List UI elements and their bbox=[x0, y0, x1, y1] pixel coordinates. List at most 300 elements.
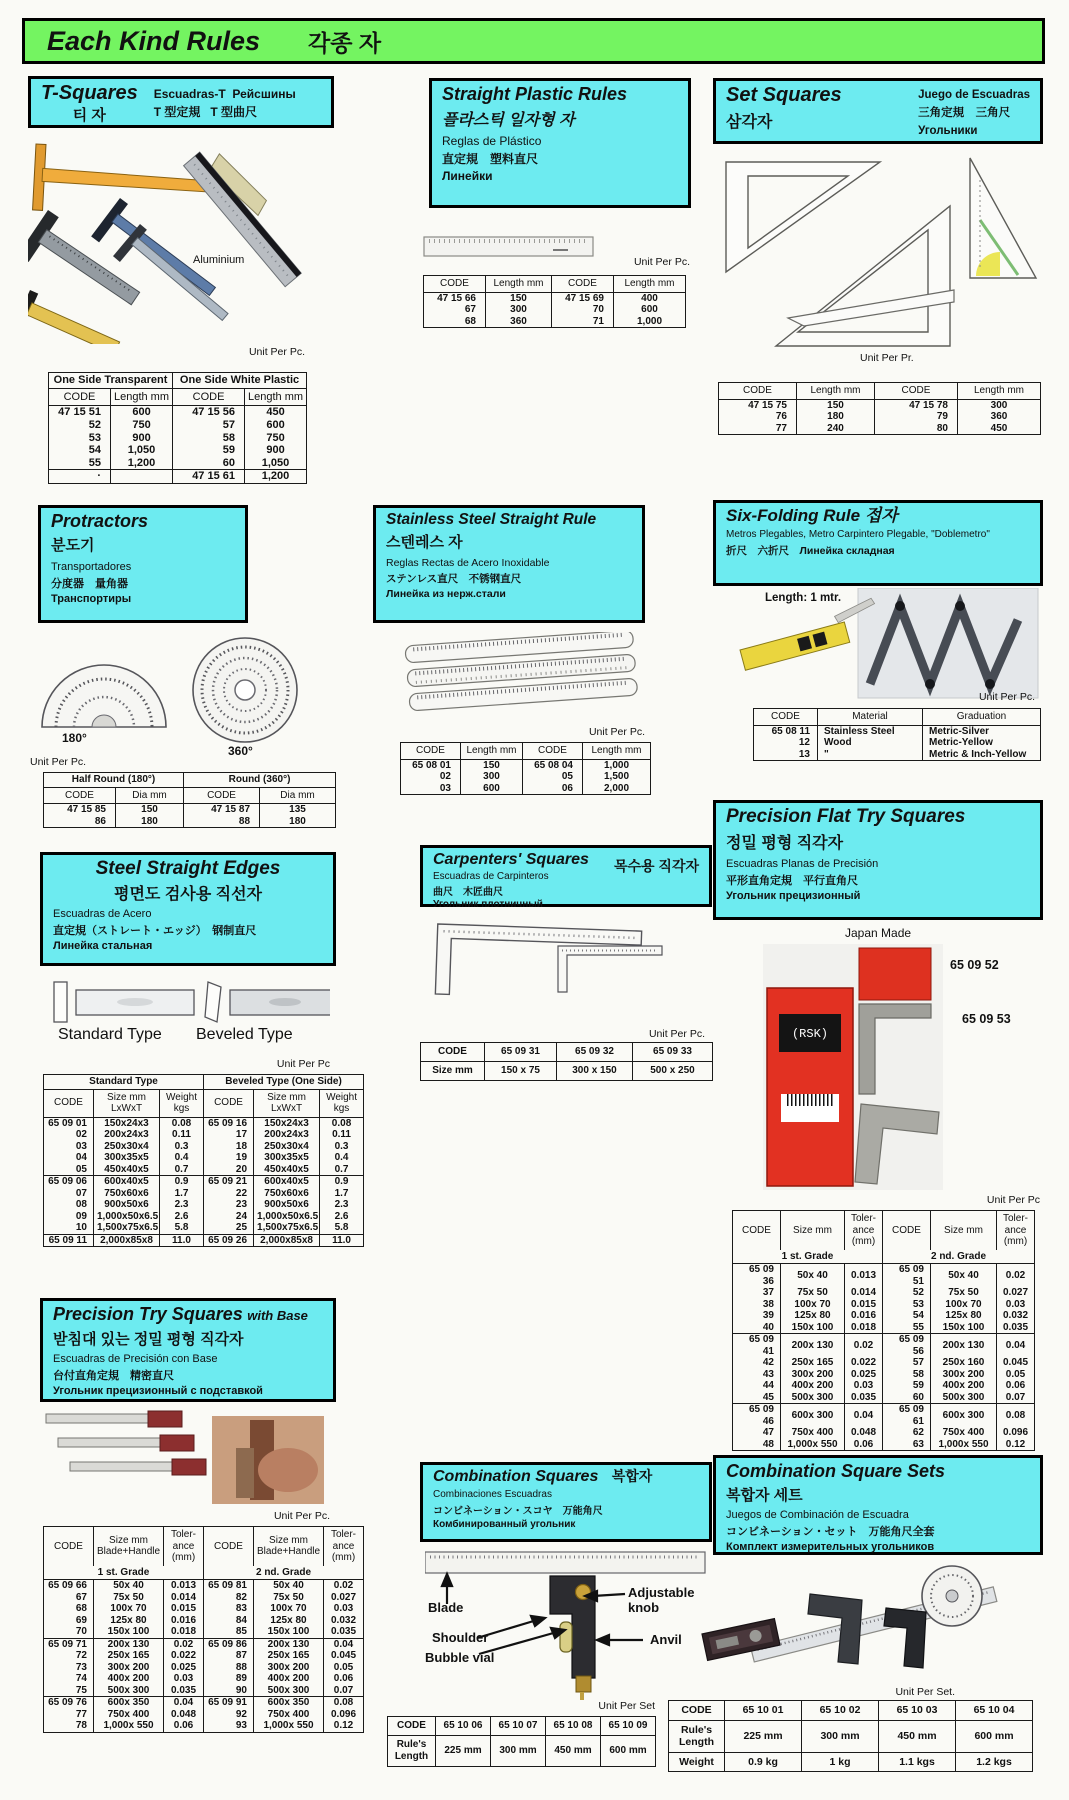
table-cell: 0.03 bbox=[845, 1380, 883, 1392]
steel-edges-title-ja-zh: 直定規（ストレート・エッジ） 钢制直尺 bbox=[53, 924, 257, 937]
combination-sets-title-ja-zh: コンビネーション・セット 万能角尺全套 bbox=[726, 1525, 935, 1538]
column-header: Size mm bbox=[781, 1211, 845, 1250]
table-cell: 600 mm bbox=[601, 1736, 656, 1767]
protractors-header-box bbox=[38, 505, 248, 623]
t-squares-unit: Unit Per Pc. bbox=[248, 346, 305, 358]
carpenters-table bbox=[420, 1042, 713, 1081]
table-cell: 0.02 bbox=[997, 1264, 1035, 1288]
flat-try-squares-header-box bbox=[713, 800, 1043, 920]
table-cell: 65 09 76 bbox=[44, 1697, 94, 1709]
table-cell: 600x 350 bbox=[94, 1697, 164, 1709]
table-body bbox=[49, 406, 307, 470]
table-cell: 59 bbox=[883, 1380, 931, 1392]
set-squares-header-box bbox=[713, 78, 1043, 144]
t-squares-title-ja: T 型定規 bbox=[153, 105, 201, 119]
table-cell: 0.9 bbox=[320, 1176, 364, 1188]
table-cell: 65 10 04 bbox=[956, 1701, 1033, 1721]
table-group-header: One Side Transparent bbox=[49, 373, 173, 389]
table-row bbox=[44, 1580, 364, 1592]
column-header: CODE bbox=[204, 1089, 254, 1117]
table-cell: 58 bbox=[173, 432, 245, 445]
table-cell: 360 bbox=[486, 316, 552, 328]
table-cell: 38 bbox=[733, 1299, 781, 1311]
table-cell: 03 bbox=[44, 1141, 94, 1153]
table-cell: 600 mm bbox=[956, 1720, 1033, 1752]
grade-header: 2 nd. Grade bbox=[204, 1566, 364, 1580]
table-body bbox=[44, 1234, 364, 1247]
column-header: CODE bbox=[401, 743, 461, 760]
t-squares-title-ru: Рейсшины bbox=[232, 87, 296, 101]
table-cell: 150 bbox=[461, 759, 523, 771]
table-cell: Metric & Inch-Yellow bbox=[923, 749, 1041, 761]
table-cell: 62 bbox=[883, 1427, 931, 1439]
t-squares-table bbox=[48, 372, 307, 484]
table-row bbox=[44, 1626, 364, 1638]
column-header: CODE bbox=[875, 383, 958, 400]
stainless-rule-illustration bbox=[395, 632, 645, 724]
table-body bbox=[669, 1701, 1033, 1772]
combination-squares-title: Combination Squares bbox=[433, 1468, 599, 1485]
table-cell: 0.035 bbox=[845, 1392, 883, 1404]
column-header: CODE bbox=[44, 1527, 94, 1566]
table-cell: 05 bbox=[44, 1164, 94, 1176]
table-cell: 0.03 bbox=[324, 1603, 364, 1615]
table-cell: 75x 50 bbox=[254, 1592, 324, 1604]
flat-try-squares-table bbox=[732, 1210, 1035, 1451]
table-cell: 450 bbox=[245, 406, 307, 419]
column-header: CODE bbox=[184, 787, 260, 804]
table-cell: 750x 400 bbox=[781, 1427, 845, 1439]
table-body bbox=[49, 470, 307, 484]
steel-edges-unit: Unit Per Pc bbox=[276, 1058, 330, 1070]
table-cell: 65 09 71 bbox=[44, 1638, 94, 1650]
table-cell: 52 bbox=[883, 1287, 931, 1299]
t-squares-illustration bbox=[28, 132, 330, 344]
table-cell: 42 bbox=[733, 1357, 781, 1369]
table-cell: 0.7 bbox=[160, 1164, 204, 1176]
table-cell: 65 10 08 bbox=[546, 1717, 601, 1736]
table-cell: 600x40x5 bbox=[254, 1176, 320, 1188]
table-cell: 600 bbox=[614, 304, 686, 316]
column-header: CODE bbox=[173, 388, 245, 406]
combination-squares-header-box bbox=[420, 1462, 712, 1542]
base-try-squares-title-es: Escuadras de Precisión con Base bbox=[53, 1352, 218, 1365]
table-cell: 200x 130 bbox=[931, 1334, 997, 1358]
table-body bbox=[424, 292, 686, 328]
table-cell: 600x40x5 bbox=[94, 1176, 160, 1188]
table-cell: 0.013 bbox=[164, 1580, 204, 1592]
steel-edges-title-kr: 평면도 검사용 직선자 bbox=[114, 885, 262, 903]
six-folding-header-box bbox=[713, 500, 1043, 586]
flat-try-squares-unit: Unit Per Pc bbox=[986, 1194, 1040, 1206]
table-cell: 65 09 33 bbox=[633, 1043, 713, 1062]
table-cell: 750x 400 bbox=[931, 1427, 997, 1439]
table-cell: 0.3 bbox=[160, 1141, 204, 1153]
grade-header: 1 st. Grade bbox=[44, 1566, 204, 1580]
combination-sets-title-kr: 복합자 세트 bbox=[726, 1486, 803, 1504]
table-cell: 0.027 bbox=[997, 1287, 1035, 1299]
table-body bbox=[401, 759, 651, 795]
flat-try-squares-title: Precision Flat Try Squares bbox=[726, 806, 966, 827]
table-cell: 1,000x 550 bbox=[254, 1720, 324, 1732]
table-row bbox=[44, 816, 336, 828]
table-cell: 1,050 bbox=[111, 444, 173, 457]
table-cell: 300x35x5 bbox=[254, 1152, 320, 1164]
table-cell: 150x 100 bbox=[931, 1322, 997, 1334]
table-row bbox=[49, 444, 307, 457]
table-row bbox=[733, 1369, 1035, 1381]
table-cell: 07 bbox=[44, 1188, 94, 1200]
table-body bbox=[44, 1580, 364, 1639]
table-cell: 11.0 bbox=[320, 1234, 364, 1247]
table-cell: 54 bbox=[49, 444, 111, 457]
protractor-180-label: 180° bbox=[62, 731, 87, 745]
column-header: CODE bbox=[424, 276, 486, 293]
plastic-rules-unit: Unit Per Pc. bbox=[633, 256, 690, 268]
table-cell: 2.6 bbox=[320, 1211, 364, 1223]
table-cell: 11.0 bbox=[160, 1234, 204, 1247]
table-cell: 59 bbox=[173, 444, 245, 457]
table-cell: 0.014 bbox=[164, 1592, 204, 1604]
table-cell: 1.7 bbox=[160, 1188, 204, 1200]
table-cell: 77 bbox=[44, 1709, 94, 1721]
table-group-header: One Side White Plastic bbox=[173, 373, 307, 389]
table-cell: 0.02 bbox=[324, 1580, 364, 1592]
table-cell: 02 bbox=[401, 771, 461, 783]
table-body bbox=[44, 1176, 364, 1235]
table-cell: 65 08 04 bbox=[523, 759, 583, 771]
column-header: CODE bbox=[883, 1211, 931, 1250]
table-cell: 0.096 bbox=[997, 1427, 1035, 1439]
table-cell: 0.4 bbox=[160, 1152, 204, 1164]
table-cell: 54 bbox=[883, 1310, 931, 1322]
table-row bbox=[733, 1310, 1035, 1322]
table-cell: 47 15 66 bbox=[424, 292, 486, 304]
table-cell: 1.2 kgs bbox=[956, 1752, 1033, 1772]
combination-sets-header-box bbox=[713, 1455, 1043, 1555]
table-cell: 1,000 bbox=[614, 316, 686, 328]
table-cell: 2.6 bbox=[160, 1211, 204, 1223]
table-header bbox=[424, 276, 686, 293]
table-cell: 88 bbox=[204, 1662, 254, 1674]
table-row bbox=[44, 1129, 364, 1141]
stainless-rule-title-ru: Линейка из нерж.стали bbox=[386, 588, 506, 601]
table-cell: 65 10 02 bbox=[802, 1701, 879, 1721]
table-cell: 50x 40 bbox=[94, 1580, 164, 1592]
table-row bbox=[44, 1697, 364, 1709]
table-cell: 18 bbox=[204, 1141, 254, 1153]
table-cell: " bbox=[818, 749, 923, 761]
table-cell: 300 bbox=[958, 399, 1041, 411]
table-cell: 225 mm bbox=[725, 1720, 802, 1752]
table-cell: 2,000x85x8 bbox=[94, 1234, 160, 1247]
table-cell: 0.4 bbox=[320, 1152, 364, 1164]
table-row bbox=[44, 1673, 364, 1685]
combination-sets-photo bbox=[690, 1560, 1040, 1682]
steel-edges-title-ru: Линейка стальная bbox=[53, 939, 153, 952]
table-cell: 0.06 bbox=[845, 1439, 883, 1451]
set-squares-title-zh: 三角定規 三角尺 bbox=[918, 106, 1011, 119]
table-cell bbox=[111, 470, 173, 484]
table-cell: 150 bbox=[116, 804, 184, 816]
page-title: Each Kind Rules bbox=[47, 25, 261, 56]
plastic-rules-title-zh: 直定規 塑料直尺 bbox=[442, 151, 539, 166]
page-title-banner bbox=[22, 18, 1045, 64]
table-cell: 300x 200 bbox=[781, 1369, 845, 1381]
table-row bbox=[733, 1392, 1035, 1404]
column-header: Size mm Blade+Handle bbox=[94, 1527, 164, 1566]
flat-try-squares-title-kr: 정밀 평형 직각자 bbox=[726, 834, 844, 852]
stainless-rule-unit: Unit Per Pc. bbox=[588, 726, 645, 738]
table-cell: 1,050 bbox=[245, 457, 307, 470]
table-row bbox=[669, 1720, 1033, 1752]
base-try-squares-unit: Unit Per Pc. bbox=[273, 1510, 330, 1522]
table-cell: 24 bbox=[204, 1211, 254, 1223]
combination-sets-table bbox=[668, 1700, 1033, 1772]
table-cell: 47 15 61 bbox=[173, 470, 245, 484]
table-cell: 0.7 bbox=[320, 1164, 364, 1176]
table-header bbox=[44, 1527, 364, 1580]
table-cell: 0.035 bbox=[997, 1322, 1035, 1334]
six-folding-illustration bbox=[718, 588, 1040, 700]
table-cell: 0.04 bbox=[997, 1334, 1035, 1358]
table-cell: 65 09 26 bbox=[204, 1234, 254, 1247]
table-cell: 0.08 bbox=[997, 1404, 1035, 1428]
table-cell: 100x 70 bbox=[781, 1299, 845, 1311]
plastic-rule-illustration bbox=[423, 234, 595, 260]
table-body bbox=[44, 1697, 364, 1733]
table-cell: 70 bbox=[552, 304, 614, 316]
column-header: Size mm LxWxT bbox=[254, 1089, 320, 1117]
table-cell: 0.025 bbox=[164, 1662, 204, 1674]
table-header bbox=[754, 709, 1041, 726]
table-cell: 0.048 bbox=[845, 1427, 883, 1439]
table-cell: Weight bbox=[669, 1752, 725, 1772]
flat-try-squares-title-es: Escuadras Planas de Precisión bbox=[726, 857, 879, 870]
column-header: Length mm bbox=[486, 276, 552, 293]
table-cell: 750x 400 bbox=[254, 1709, 324, 1721]
table-cell: 76 bbox=[719, 411, 797, 423]
beveled-type-label: Beveled Type bbox=[196, 1026, 293, 1043]
table-cell: 1.7 bbox=[320, 1188, 364, 1200]
table-row bbox=[44, 1141, 364, 1153]
table-row bbox=[754, 725, 1041, 737]
table-row bbox=[719, 423, 1041, 435]
table-cell: 900x50x6 bbox=[94, 1199, 160, 1211]
protractors-illustration bbox=[30, 632, 315, 744]
table-cell: 150 bbox=[486, 292, 552, 304]
table-cell: 0.032 bbox=[997, 1310, 1035, 1322]
table-row bbox=[49, 457, 307, 470]
table-cell: 65 09 91 bbox=[204, 1697, 254, 1709]
table-cell: 47 15 56 bbox=[173, 406, 245, 419]
table-cell: 06 bbox=[523, 783, 583, 795]
combination-squares-table bbox=[387, 1716, 656, 1767]
table-cell: 0.018 bbox=[164, 1626, 204, 1638]
table-row bbox=[44, 1638, 364, 1650]
table-cell: 0.03 bbox=[164, 1673, 204, 1685]
table-row bbox=[44, 1234, 364, 1247]
column-header: Size mm bbox=[931, 1211, 997, 1250]
table-cell: 450 mm bbox=[879, 1720, 956, 1752]
table-body bbox=[44, 804, 336, 828]
table-row bbox=[44, 804, 336, 816]
table-row bbox=[669, 1752, 1033, 1772]
table-cell: 47 15 78 bbox=[875, 399, 958, 411]
table-cell: CODE bbox=[388, 1717, 436, 1736]
table-cell: 0.06 bbox=[164, 1720, 204, 1732]
flat-try-squares-title-ja-zh: 平形直角定規 平行直角尺 bbox=[726, 874, 858, 887]
table-cell: 53 bbox=[49, 432, 111, 445]
table-cell: 0.12 bbox=[997, 1439, 1035, 1451]
table-body bbox=[733, 1404, 1035, 1451]
column-header: Length mm bbox=[111, 388, 173, 406]
table-cell: 85 bbox=[204, 1626, 254, 1638]
table-cell: 400x 200 bbox=[781, 1380, 845, 1392]
table-cell: 90 bbox=[204, 1685, 254, 1697]
table-header bbox=[719, 383, 1041, 400]
table-cell: 0.016 bbox=[845, 1310, 883, 1322]
table-cell: 0.07 bbox=[324, 1685, 364, 1697]
t-squares-title-zh: T 型曲尺 bbox=[210, 105, 258, 119]
flat-try-squares-title-ru: Угольник прецизионный bbox=[726, 889, 861, 902]
table-row bbox=[44, 1592, 364, 1604]
table-cell: 03 bbox=[401, 783, 461, 795]
table-cell: 360 bbox=[958, 411, 1041, 423]
grade-header: 1 st. Grade bbox=[733, 1250, 883, 1264]
aluminium-label: Aluminium bbox=[193, 254, 245, 266]
table-cell: 0.04 bbox=[164, 1697, 204, 1709]
blade-label: Blade bbox=[428, 1600, 464, 1615]
table-row bbox=[49, 406, 307, 419]
plastic-rules-title-es: Reglas de Plástico bbox=[442, 133, 542, 148]
column-header: Weight kgs bbox=[160, 1089, 204, 1117]
column-header: Length mm bbox=[583, 743, 651, 760]
table-cell: 23 bbox=[204, 1199, 254, 1211]
table-cell: 100x 70 bbox=[94, 1603, 164, 1615]
table-row bbox=[424, 292, 686, 304]
table-cell: 58 bbox=[883, 1369, 931, 1381]
table-cell: 78 bbox=[44, 1720, 94, 1732]
table-cell: 1 kg bbox=[802, 1752, 879, 1772]
table-row bbox=[44, 1662, 364, 1674]
table-cell: 82 bbox=[204, 1592, 254, 1604]
table-body bbox=[421, 1043, 713, 1081]
table-row bbox=[44, 1720, 364, 1732]
table-row bbox=[733, 1380, 1035, 1392]
table-cell: 65 10 06 bbox=[436, 1717, 491, 1736]
table-cell: 86 bbox=[44, 816, 116, 828]
table-row bbox=[421, 1043, 713, 1062]
table-cell: 17 bbox=[204, 1129, 254, 1141]
steel-edges-illustration bbox=[40, 980, 330, 1026]
table-cell: 300 bbox=[461, 771, 523, 783]
flat-try-code-b: 65 09 53 bbox=[962, 1012, 1011, 1026]
base-try-squares-title-ja-zh: 台付直角定規 精密直尺 bbox=[53, 1369, 174, 1382]
table-cell: 72 bbox=[44, 1650, 94, 1662]
table-cell: 150x 100 bbox=[94, 1626, 164, 1638]
table-cell: 48 bbox=[733, 1439, 781, 1451]
table-cell: 79 bbox=[875, 411, 958, 423]
table-row bbox=[44, 1685, 364, 1697]
base-try-squares-illustration bbox=[40, 1408, 330, 1508]
t-squares-title: T-Squares bbox=[41, 82, 138, 104]
table-row bbox=[733, 1334, 1035, 1358]
table-cell: 1,000x50x6.5 bbox=[94, 1211, 160, 1223]
table-cell: 93 bbox=[204, 1720, 254, 1732]
table-cell: 0.035 bbox=[324, 1626, 364, 1638]
steel-edges-title-es: Escuadras de Acero bbox=[53, 907, 152, 920]
table-cell: 750x 400 bbox=[94, 1709, 164, 1721]
table-cell: 2.3 bbox=[320, 1199, 364, 1211]
table-cell: 0.05 bbox=[997, 1369, 1035, 1381]
table-cell: 1.1 kgs bbox=[879, 1752, 956, 1772]
table-cell: 300 mm bbox=[491, 1736, 546, 1767]
table-cell: 900 bbox=[245, 444, 307, 457]
table-cell: 44 bbox=[733, 1380, 781, 1392]
table-cell: 60 bbox=[883, 1392, 931, 1404]
steel-edges-table bbox=[43, 1074, 364, 1247]
table-row bbox=[733, 1427, 1035, 1439]
table-cell: 1,200 bbox=[245, 470, 307, 484]
table-row bbox=[401, 759, 651, 771]
table-cell: 68 bbox=[44, 1603, 94, 1615]
table-cell: 0.08 bbox=[160, 1117, 204, 1129]
table-cell: CODE bbox=[421, 1043, 485, 1062]
table-row bbox=[44, 1164, 364, 1176]
table-cell: 0.015 bbox=[845, 1299, 883, 1311]
table-cell: 1,200 bbox=[111, 457, 173, 470]
table-cell: 84 bbox=[204, 1615, 254, 1627]
table-cell: 02 bbox=[44, 1129, 94, 1141]
table-cell: 600 bbox=[461, 783, 523, 795]
table-cell: 47 15 51 bbox=[49, 406, 111, 419]
table-header bbox=[733, 1211, 1035, 1264]
table-cell: 0.02 bbox=[845, 1334, 883, 1358]
table-cell: 0.027 bbox=[324, 1592, 364, 1604]
table-cell: 5.8 bbox=[320, 1222, 364, 1234]
table-cell: 300 mm bbox=[802, 1720, 879, 1752]
table-cell: 0.02 bbox=[164, 1638, 204, 1650]
table-cell: 0.03 bbox=[997, 1299, 1035, 1311]
table-body bbox=[719, 399, 1041, 435]
table-row bbox=[49, 470, 307, 484]
protractor-360-label: 360° bbox=[228, 744, 253, 758]
table-group-header: Standard Type bbox=[44, 1075, 204, 1090]
table-cell: 12 bbox=[754, 737, 818, 749]
table-cell: 750x60x6 bbox=[94, 1188, 160, 1200]
stainless-rule-table bbox=[400, 742, 651, 795]
table-cell: 100x 70 bbox=[931, 1299, 997, 1311]
column-header: Weight kgs bbox=[320, 1089, 364, 1117]
six-folding-unit: Unit Per Pc. bbox=[978, 691, 1035, 703]
column-header: Toler- ance (mm) bbox=[997, 1211, 1035, 1250]
table-cell: 65 09 36 bbox=[733, 1264, 781, 1288]
table-cell: Wood bbox=[818, 737, 923, 749]
table-cell: 50x 40 bbox=[781, 1264, 845, 1288]
table-cell: 0.06 bbox=[324, 1673, 364, 1685]
table-header bbox=[49, 373, 307, 406]
column-header: CODE bbox=[44, 1089, 94, 1117]
carpenters-title-zh: 曲尺 木匠曲尺 bbox=[433, 886, 503, 898]
table-cell: 500x 300 bbox=[781, 1392, 845, 1404]
table-cell: 0.045 bbox=[324, 1650, 364, 1662]
set-squares-illustration bbox=[718, 150, 1040, 350]
table-cell: 250x 165 bbox=[254, 1650, 324, 1662]
table-header bbox=[401, 743, 651, 760]
table-cell: 150x24x3 bbox=[94, 1117, 160, 1129]
table-cell: 09 bbox=[44, 1211, 94, 1223]
